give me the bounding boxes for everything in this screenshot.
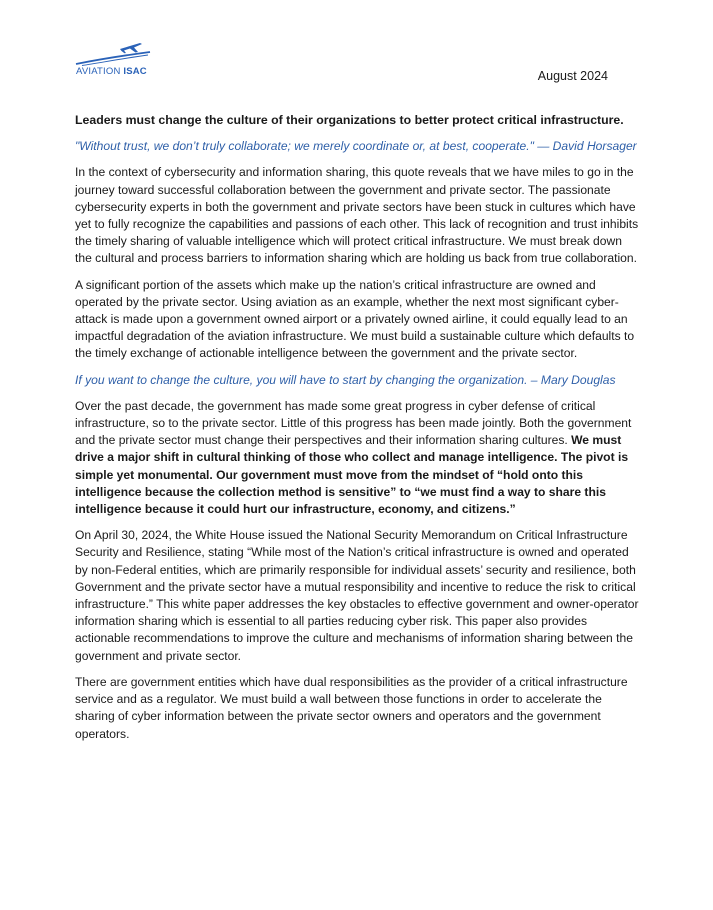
document-date: August 2024: [537, 69, 608, 83]
paragraph-progress-text: Over the past decade, the government has made some great progress in cyber defense of critical infrastructure, so to the private sector. Little of this progress has been made jointly. Both the government and the private sector must change their perspectives and their information sharing cultures.: [75, 398, 632, 448]
plane-logo-icon: [74, 38, 154, 68]
paragraph-context: In the context of cybersecurity and information sharing, this quote reveals that we have miles to go in the journey toward successful collaboration between the government and private sector. The passionate cybersecurity experts in both the government and private sectors have been stuck in cultures which have yet to fully recognize the capabilities and passions of each other. This lack of recognition and trust inhibits the timely sharing of valuable intelligence which will protect critical infrastructure. We must break down the cultural and process barriers to information sharing which are holding us back from true collaboration.: [75, 165, 639, 266]
paragraph-progress-emphasis: We must drive a major shift in cultural thinking of those who collect and manage intelligence. The pivot is simple yet monumental. Our government must move from the mindset of “hold onto this intelligence because the collection method is sensitive” to “we must find a way to share this intelligence because it could hurt our infrastructure, economy, and citizens.”: [75, 433, 629, 517]
logo-text-aviation: AVIATION: [76, 66, 121, 77]
paragraph-dual-responsibilities: There are government entities which have dual responsibilities as the provider of a critical infrastructure service and as a regulator. We must build a wall between those functions in order to accelerate the sharing of cyber information between the private sector owners and operators and the government operators.: [75, 674, 628, 741]
logo-wordmark: [76, 66, 147, 77]
lead-statement: Leaders must change the culture of their organizations to better protect critical infrastructure.: [75, 113, 624, 127]
paragraph-progress: [75, 398, 640, 518]
logo-text-isac: ISAC: [123, 66, 147, 77]
aviation-isac-logo: [74, 38, 154, 82]
quote-horsager: "Without trust, we don’t truly collaborate; we merely coordinate or, at best, cooperate." — David Horsager: [75, 139, 637, 154]
quote-douglas: If you want to change the culture, you will have to start by changing the organization. – Mary Douglas: [75, 372, 616, 387]
document-body: [75, 112, 640, 752]
paragraph-assets: A significant portion of the assets which make up the nation’s critical infrastructure are owned and operated by the private sector. Using aviation as an example, whether the next most significant cyber-attack is made upon a government owned airport or a privately owned airline, it could equally lead to an impactful degradation of the aviation infrastructure. We must build a sustainable culture which defaults to the timely exchange of actionable intelligence between the government and the private sector.: [75, 277, 635, 361]
paragraph-memorandum: On April 30, 2024, the White House issued the National Security Memorandum on Critical Infrastructure Security and Resilience, stating “While most of the Nation’s critical infrastructure is owned and operated by non-Federal entities, which are primarily responsible for individual assets’ security and resilience, both Government and the private sector have a mutual responsibility and incentive to reduce the risk to critical infrastructure.” This white paper addresses the key obstacles to effective government and owner-operator information sharing which is essential to all parties reducing cyber risk. This paper also provides actionable recommendations to improve the culture and mechanisms of information sharing between the government and private sector.: [75, 528, 639, 663]
